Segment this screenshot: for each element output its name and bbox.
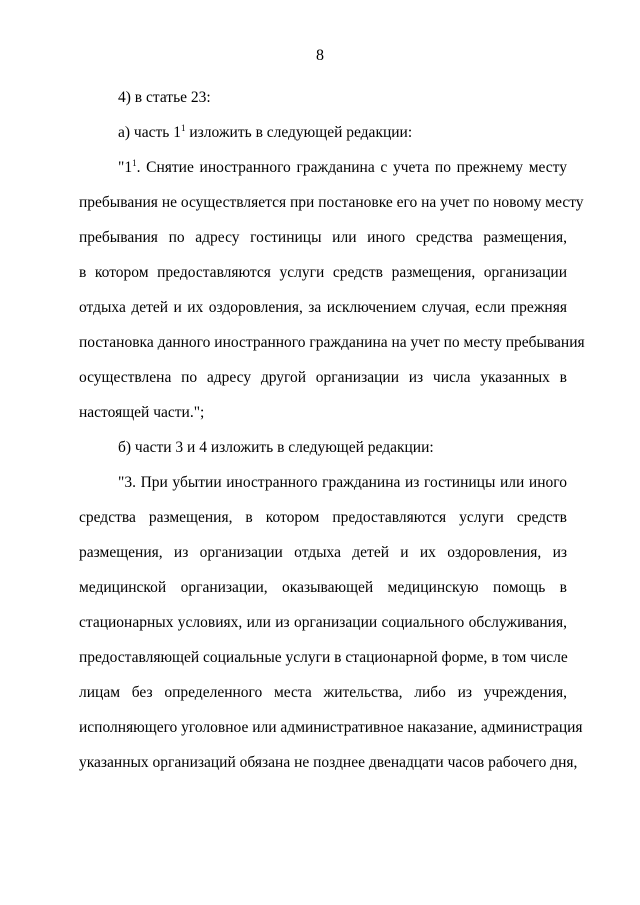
superscript: 1 xyxy=(180,123,186,133)
text-line: пребывания не осуществляется при постановке его на учет по новому месту xyxy=(79,194,584,211)
text-line: средства размещения, в котором предоставляются услуги средств xyxy=(79,509,567,526)
text-line: указанных организаций обязана не позднее двенадцати часов рабочего дня, xyxy=(79,754,578,771)
text-line: стационарных условиях, или из организации социального обслуживания, xyxy=(79,614,567,631)
paragraph-3-first-line: "3. При убытии иностранного гражданина из гостиницы или иного xyxy=(118,474,567,491)
text-line: пребывания по адресу гостиницы или иного средства размещения, xyxy=(79,229,567,246)
text-line: исполняющего уголовное или административное наказание, администрация xyxy=(79,719,583,736)
page-number: 8 xyxy=(316,47,324,64)
text-line: в котором предоставляются услуги средств размещения, организации xyxy=(79,264,567,281)
item-b-heading: б) части 3 и 4 изложить в следующей редакции: xyxy=(118,439,434,456)
text-line: осуществлена по адресу другой организации из числа указанных в xyxy=(79,369,567,386)
text-line: 4) в статье 23: xyxy=(118,89,211,106)
text-line: размещения, из организации отдыха детей и их оздоровления, из xyxy=(79,544,567,561)
text-line: постановка данного иностранного гражданина на учет по месту пребывания xyxy=(79,334,585,351)
item-a-heading xyxy=(118,123,412,143)
text-line: а) часть 1 xyxy=(118,124,181,141)
text-line: лицам без определенного места жительства, либо из учреждения, xyxy=(79,684,567,701)
text-line: медицинской организации, оказывающей медицинскую помощь в xyxy=(79,579,567,596)
text-line: предоставляющей социальные услуги в стационарной форме, в том числе xyxy=(79,649,568,666)
text-line: . Снятие иностранного гражданина с учета по прежнему месту xyxy=(136,159,567,176)
text-line: изложить в следующей редакции: xyxy=(189,124,413,141)
text-line: "1 xyxy=(118,159,133,176)
superscript: 1 xyxy=(132,158,137,168)
paragraph-1-1-first-line xyxy=(118,158,567,178)
item-4-heading xyxy=(118,88,211,108)
text-line: отдыха детей и их оздоровления, за исключением случая, если прежняя xyxy=(79,299,567,316)
text-line: настоящей части."; xyxy=(79,404,205,421)
